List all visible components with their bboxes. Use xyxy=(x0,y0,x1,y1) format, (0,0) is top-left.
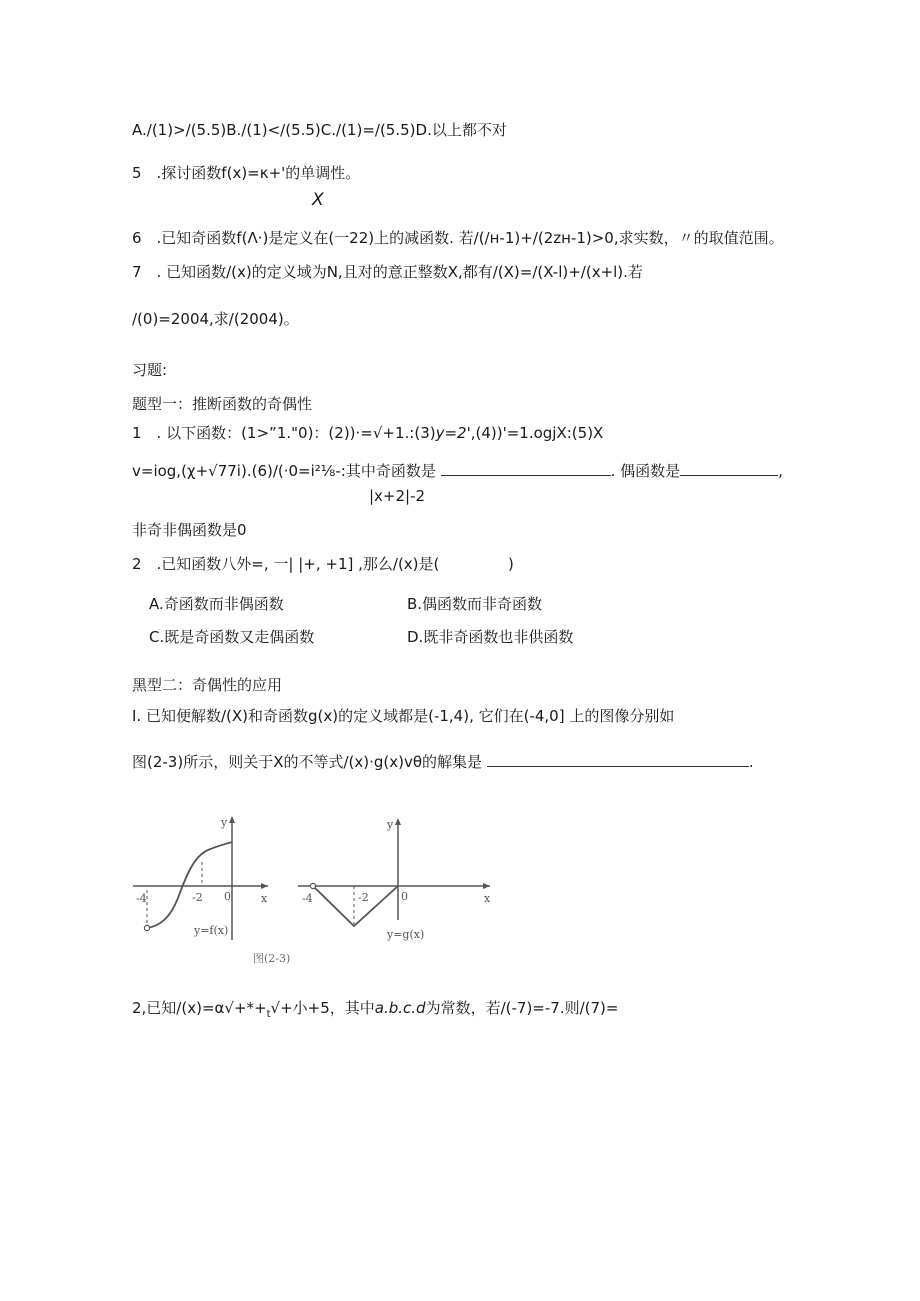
exercise-2-option-b[interactable]: B.偶函数而非奇函数 xyxy=(407,595,543,613)
exercise-2-option-c[interactable]: C.既是奇函数又走偶函数 xyxy=(149,628,315,646)
question-5-fraction-denominator: X xyxy=(312,190,324,210)
application-1-period: . xyxy=(748,753,754,771)
application-2-constants: a.b.c.d xyxy=(374,999,426,1017)
graph-f-label: y=f(x) xyxy=(194,924,229,937)
application-2 xyxy=(132,998,618,1025)
graph-g-polyline xyxy=(313,886,398,926)
graph-f-x-label: x xyxy=(261,892,268,905)
exercises-heading: 习题: xyxy=(132,361,168,379)
exercise-2-option-d[interactable]: D.既非奇函数也非供函数 xyxy=(407,628,574,646)
graph-f-y-label: y xyxy=(221,816,228,829)
application-2-subscript: t xyxy=(266,1009,271,1020)
exercise-1-text-comma: , xyxy=(778,462,783,480)
options-line: A./(1)>/(5.5)B./(1)</(5.5)C./(1)=/(5.5)D.以上都不对 xyxy=(132,121,507,139)
exercise-1-line-2 xyxy=(132,461,783,481)
graph-f-open-endpoint xyxy=(144,925,149,930)
type-1-heading: 题型一：推断函数的奇偶性 xyxy=(132,395,313,413)
exercise-1-text-mid: . 偶函数是 xyxy=(610,462,681,480)
graph-g-y-label: y xyxy=(387,818,394,831)
application-2-text-a: 2,已知/(x)=α√+*+ xyxy=(132,999,267,1017)
exercise-1-text-a: 1 . 以下函数：(1>”1."0)：(2))·=√+1.:(3) xyxy=(132,424,436,442)
exercise-1-line-1 xyxy=(132,423,603,443)
application-2-text-b: √+小+5，其中 xyxy=(270,999,375,1017)
type-2-heading: 黑型二：奇偶性的应用 xyxy=(132,676,283,694)
exercise-1-italic: y=2' xyxy=(435,424,471,442)
application-1-text: 图(2-3)所示，则关于X的不等式/(x)·g(x)vθ的解集是 xyxy=(132,753,483,771)
graph-f-curve xyxy=(147,842,232,928)
graph-f-tick-neg4: -4 xyxy=(136,892,147,905)
odd-function-answer-blank[interactable] xyxy=(441,461,611,476)
question-7-line-2: /(0)=2004,求/(2004)。 xyxy=(132,310,299,328)
exercise-2-option-a[interactable]: A.奇函数而非偶函数 xyxy=(149,595,284,613)
graph-f-x-arrow-icon xyxy=(261,883,268,889)
graph-f-tick-0: 0 xyxy=(224,890,231,903)
application-2-text-c: 为常数，若/(-7)=-7.则/(7)= xyxy=(425,999,619,1017)
figure-caption: 图(2-3) xyxy=(253,952,291,965)
graph-g xyxy=(298,818,490,926)
graph-g-x-label: x xyxy=(484,892,491,905)
even-function-answer-blank[interactable] xyxy=(680,461,778,476)
question-7-line-1: 7 . 已知函数/(x)的定义域为N,且对的意正整数X,都有/(X)=/(X-l)+/(x+l).若 xyxy=(132,263,643,281)
exercise-1-line-3: 非奇非偶函数是0 xyxy=(132,521,247,539)
graph-g-open-endpoint xyxy=(310,883,315,888)
graph-f-y-arrow-icon xyxy=(229,816,235,823)
exercise-2-stem: 2 .已知函数八外=, 一| |+, +1] ,那么/(x)是( xyxy=(132,555,440,573)
graph-g-tick-0: 0 xyxy=(401,890,408,903)
exercise-2-paren-close: ) xyxy=(508,555,514,573)
exercise-1-denominator: |x+2|-2 xyxy=(369,487,426,505)
graph-g-label: y=g(x) xyxy=(387,928,425,941)
application-1-line-2 xyxy=(132,752,754,772)
figure-2-3 xyxy=(128,810,498,970)
application-1-line-1: I. 已知便解数/(X)和奇函数g(x)的定义域都是(-1,4), 它们在(-4,0] 上的图像分别如 xyxy=(132,707,675,725)
graph-f xyxy=(133,816,268,940)
graph-g-tick-neg4: -4 xyxy=(302,892,313,905)
exercise-1-text-end: ,(4))'=1.ogjX:(5)X xyxy=(470,424,604,442)
graph-g-x-arrow-icon xyxy=(483,883,490,889)
question-6: 6 .已知奇函数f(Λ·)是定义在(一22)上的减函数. 若/(/н-1)+/(2zн-1)>0,求实数，〃的取值范围。 xyxy=(132,229,784,247)
graph-g-tick-neg2: -2 xyxy=(358,891,369,904)
exercise-1-text-b: v=iog,(χ+√77i).(6)/(·0=i²⅛-:其中奇函数是 xyxy=(132,462,436,480)
question-5: 5 .探讨函数f(x)=κ+'的单调性。 xyxy=(132,164,361,182)
solution-set-answer-blank[interactable] xyxy=(487,752,749,767)
graph-f-tick-neg2: -2 xyxy=(192,891,203,904)
graph-g-y-arrow-icon xyxy=(395,818,401,825)
